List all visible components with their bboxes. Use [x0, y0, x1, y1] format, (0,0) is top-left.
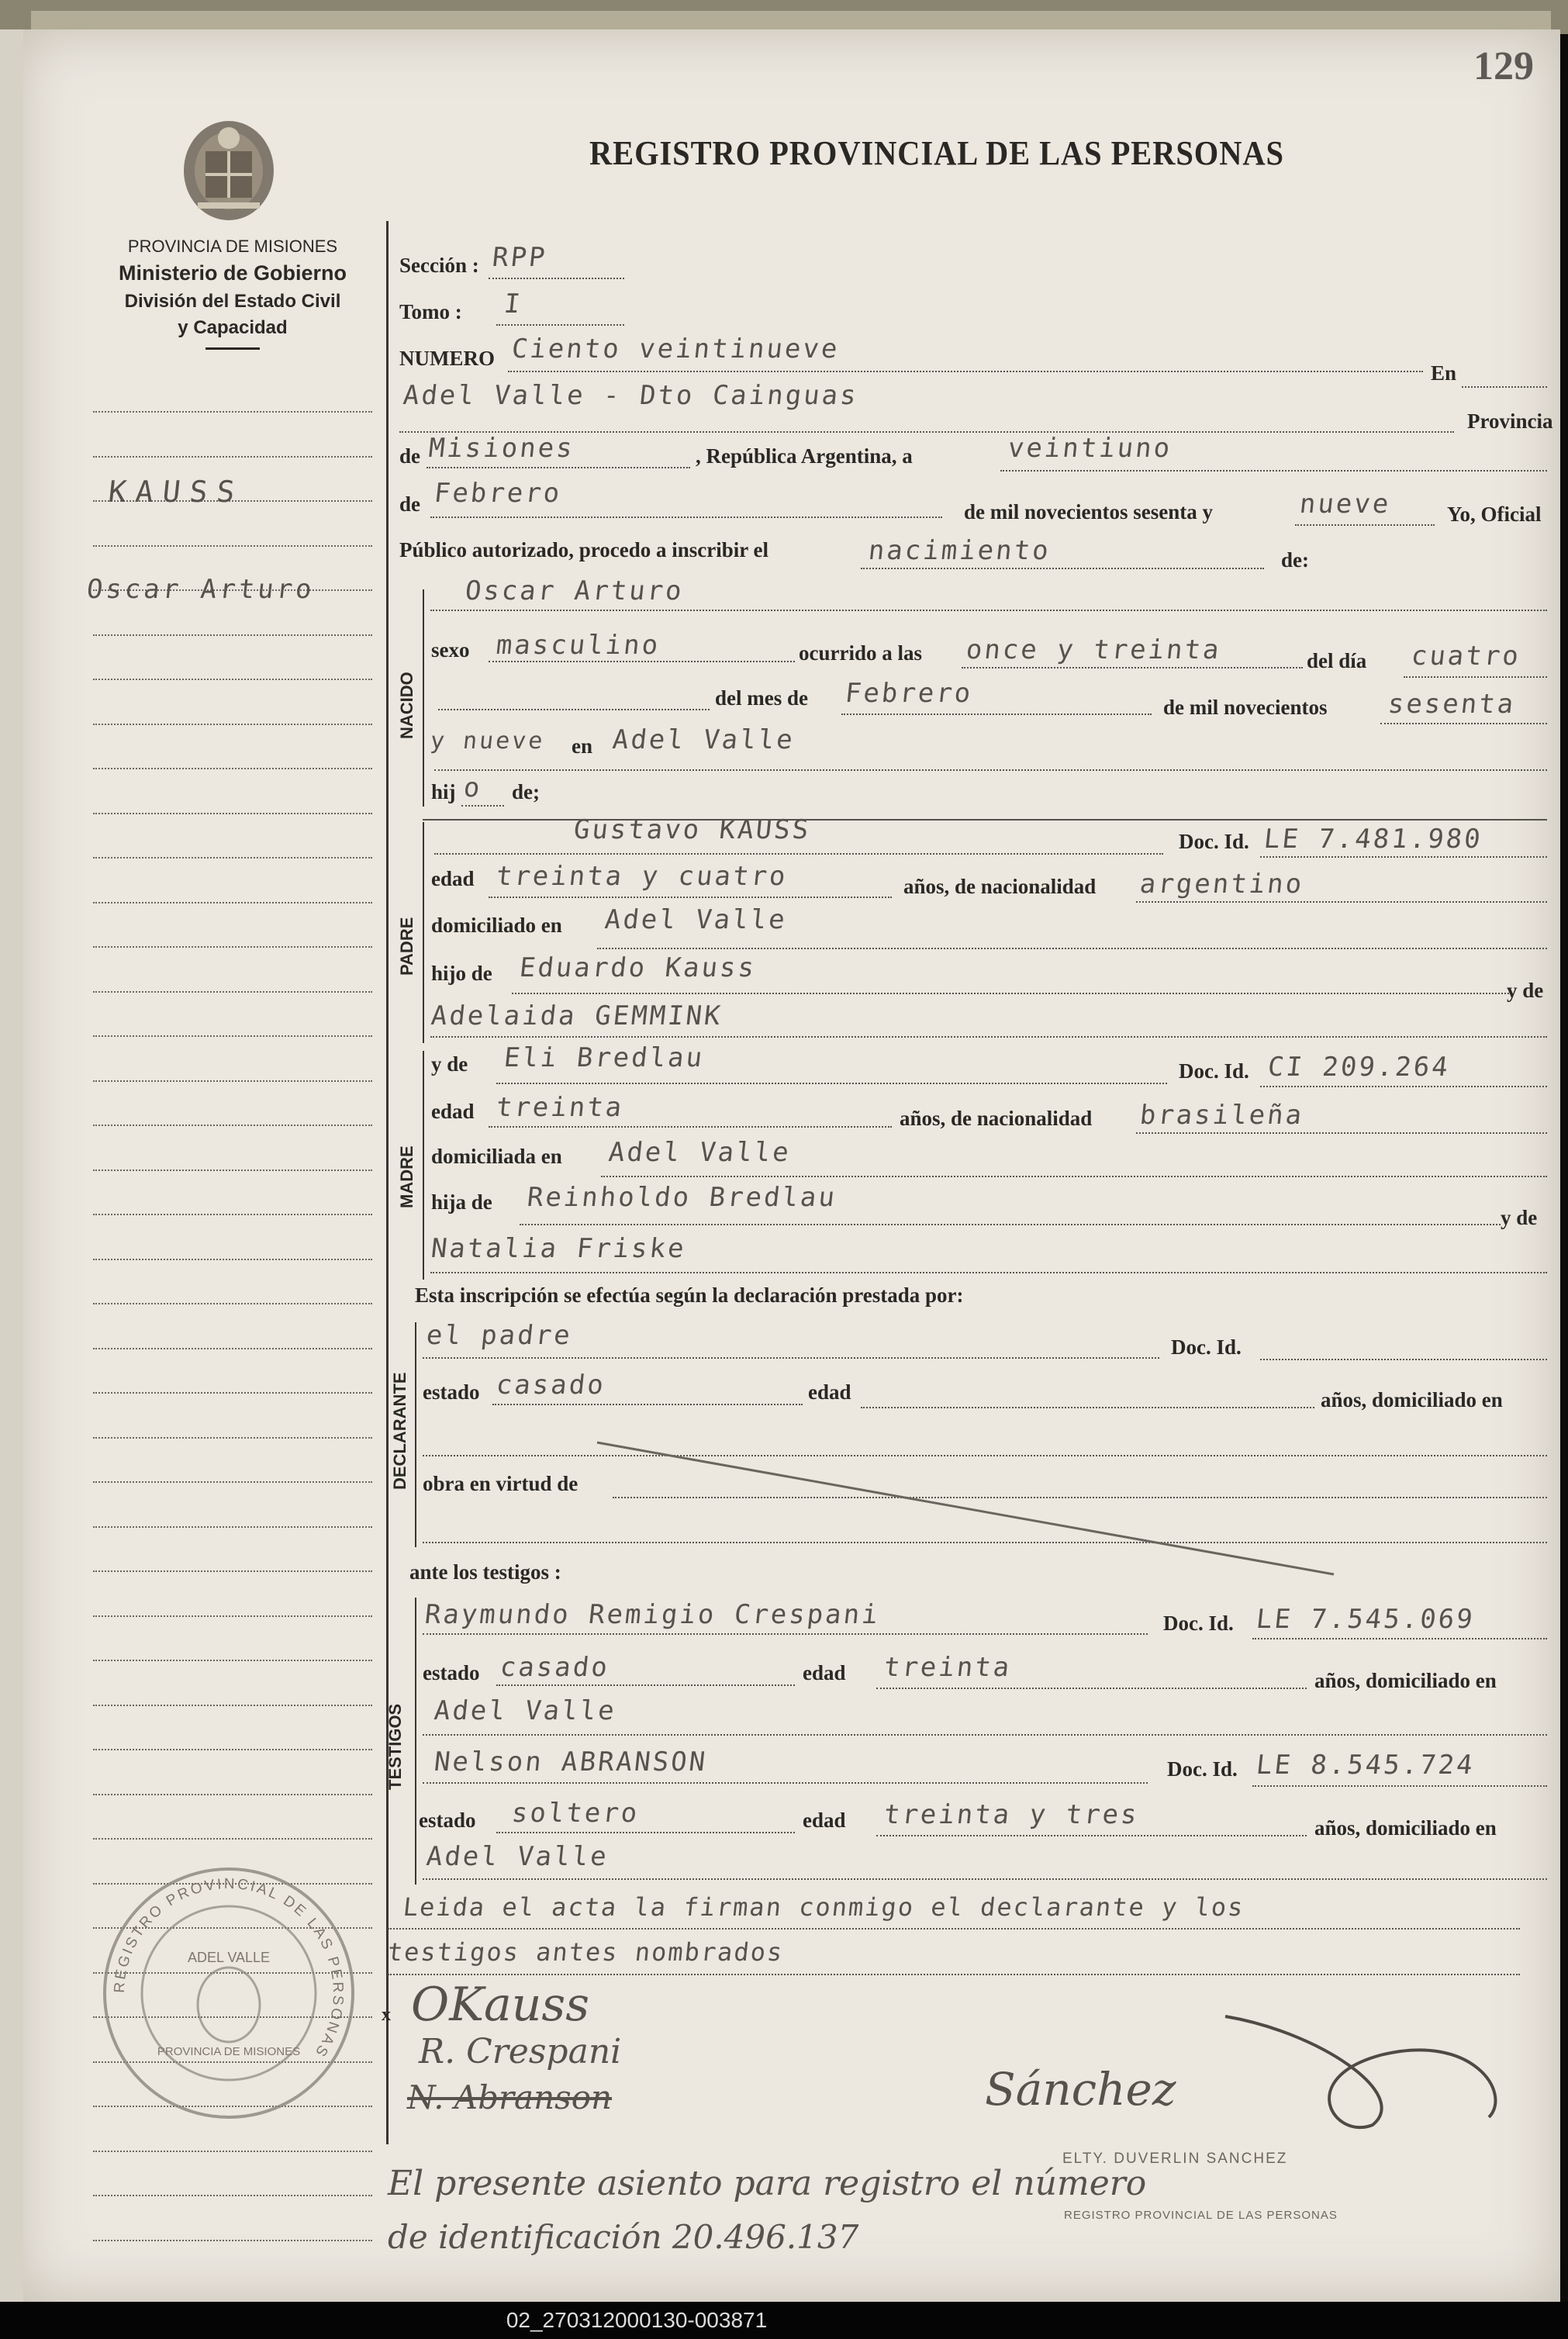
numero-value: Ciento veintinueve [509, 333, 841, 364]
republica-label: , República Argentina, a [696, 444, 913, 468]
tomo-label: Tomo : [399, 300, 462, 323]
margin-ruled-line [93, 857, 372, 859]
page-title: REGISTRO PROVINCIAL DE LAS PERSONAS [589, 134, 1284, 172]
declarante-name: el padre [424, 1320, 574, 1351]
testigo-2-estado-label: estado [419, 1809, 476, 1832]
testigo-1-edad-line [876, 1688, 1307, 1689]
seccion-label: Sección : [399, 254, 479, 277]
dia-value: cuatro [1409, 641, 1522, 672]
division-line-2: y Capacidad [178, 316, 288, 338]
year-value: nueve [1297, 489, 1393, 520]
day-value: veintiuno [1006, 433, 1174, 464]
ocurrido-label: ocurrido a las [799, 641, 922, 665]
margin-ruled-line [93, 1259, 372, 1260]
madre-nac-value: brasileña [1138, 1100, 1306, 1131]
mil-nov-label: de mil novecientos [1163, 696, 1328, 719]
section-label-testigos: TESTIGOS [385, 1703, 405, 1790]
section-label-madre: MADRE [397, 1145, 416, 1208]
en-lugar-label: en [572, 734, 592, 758]
madre-madre-value: Natalia Friske [429, 1233, 688, 1264]
footer-image-id: 02_270312000130-003871 [506, 2308, 768, 2332]
nacido-name: Oscar Arturo [463, 575, 686, 606]
day-line [1000, 470, 1547, 472]
margin-ruled-line [93, 1348, 372, 1349]
testigo-2-name: Nelson ABRANSON [432, 1746, 710, 1778]
margin-ruled-line [93, 1705, 372, 1706]
margin-ruled-line [93, 634, 372, 636]
dia-line [1404, 676, 1547, 678]
mes-value: Febrero [843, 678, 975, 709]
dia-label: del día [1307, 649, 1367, 672]
padre-padre-value: Eduardo Kauss [517, 952, 758, 983]
de2-label: de [399, 492, 420, 516]
madre-edad-value: treinta [494, 1092, 626, 1123]
officer-title: REGISTRO PROVINCIAL DE LAS PERSONAS [1064, 2209, 1338, 2222]
tomo-line [496, 324, 624, 326]
hijo-suffix: o [461, 772, 484, 803]
hora-value: once y treinta [964, 634, 1223, 665]
margin-ruled-line [93, 411, 372, 413]
closing-line-2: testigos antes nombrados [386, 1937, 786, 1967]
testigo-2-dom-label: años, domiciliado en [1314, 1816, 1497, 1840]
madre-yde-label: y de [431, 1052, 468, 1076]
year-line [1295, 524, 1435, 526]
testigo-1-edad: treinta [882, 1652, 1014, 1683]
padre-doc-line [1260, 856, 1547, 858]
margin-ruled-line [93, 991, 372, 993]
margin-ruled-line [93, 902, 372, 903]
madre-nac-label: años, de nacionalidad [900, 1107, 1093, 1130]
province-name: PROVINCIA DE MISIONES [127, 237, 338, 256]
acto-line [861, 568, 1264, 569]
signature-x-mark: x [382, 2005, 391, 2025]
issuing-authority [85, 234, 380, 350]
padre-padre-line [512, 993, 1512, 994]
signature-testigo-2: N. Abranson [407, 2078, 613, 2116]
padre-rule [423, 822, 424, 1043]
margin-ruled-line [93, 1570, 372, 1572]
padre-madre-line [430, 1036, 1547, 1038]
testigo-2-dom-line [423, 1878, 1547, 1880]
seccion-value: RPP [490, 242, 549, 273]
padre-name-line [434, 853, 1163, 855]
stamp-center-2: PROVINCIA DE MISIONES [157, 2045, 301, 2058]
officer-flourish [1179, 1985, 1543, 2140]
numero-line [508, 371, 1423, 372]
closing-rule-2 [388, 1974, 1520, 1975]
madre-nac-line [1136, 1132, 1547, 1134]
margin-ruled-line [93, 456, 372, 458]
testigo-1-doc-label: Doc. Id. [1163, 1612, 1234, 1635]
division-line-1: División del Estado Civil [124, 290, 341, 312]
testigo-1-doc-line [1252, 1638, 1547, 1639]
anio-line [1380, 723, 1547, 724]
de-label: de [399, 444, 420, 468]
madre-dom-value: Adel Valle [606, 1137, 793, 1168]
section-label-declarante: DECLARANTE [390, 1372, 409, 1490]
margin-ruled-line [93, 1526, 372, 1528]
hijo-de-label: de; [512, 780, 540, 803]
nacido-rule [423, 589, 424, 807]
section-label-padre: PADRE [397, 917, 416, 976]
madre-dom-label: domiciliada en [431, 1145, 562, 1168]
margin-ruled-line [93, 1437, 372, 1439]
margin-ruled-line [93, 1303, 372, 1304]
madre-name: Eli Bredlau [502, 1042, 706, 1073]
yo-oficial-label: Yo, Oficial [1447, 503, 1542, 526]
padre-nac-line [1136, 901, 1547, 903]
margin-given-names: Oscar Arturo [85, 574, 316, 605]
place-value: Adel Valle - Dto Cainguas [401, 380, 860, 411]
declarante-edad-line [861, 1407, 1314, 1408]
mes-line [841, 713, 1152, 715]
margin-ruled-line [93, 2195, 372, 2196]
signature-officer: Sánchez [985, 2063, 1176, 2116]
stamp-center-1: ADEL VALLE [187, 1950, 271, 1965]
ministry-name: Ministerio de Gobierno [118, 261, 347, 285]
margin-ruled-line [93, 1481, 372, 1483]
nacido-name-line [430, 610, 1547, 611]
de3-label: de: [1281, 548, 1309, 572]
padre-name: Gustavo KAUSS [572, 814, 813, 845]
testigo-2-edad-line [876, 1835, 1307, 1836]
madre-padre-value: Reinholdo Bredlau [525, 1182, 839, 1213]
declarante-name-line [423, 1357, 1159, 1359]
header-rule [205, 347, 260, 350]
provincia-value: Misiones [427, 433, 576, 464]
mil-label: de mil novecientos sesenta y [964, 500, 1213, 523]
testigo-2-estado: soltero [509, 1798, 641, 1829]
closing-note-1: El presente asiento para registro el número [388, 2164, 1147, 2203]
lugar-line [434, 769, 1547, 771]
margin-ruled-line [93, 1794, 372, 1795]
closing-rule-1 [388, 1928, 1520, 1930]
anio-value-2: y nueve [429, 727, 547, 755]
testigo-1-name-line [423, 1633, 1148, 1635]
testigo-1-edad-label: edad [803, 1661, 846, 1684]
madre-edad-line [489, 1126, 892, 1128]
testigo-2-edad: treinta y tres [882, 1799, 1141, 1830]
section-label-nacido: NACIDO [397, 672, 416, 739]
testigo-2-estado-line [496, 1832, 795, 1833]
testigo-1-dom-line [423, 1734, 1547, 1736]
padre-edad-line [489, 897, 892, 898]
sexo-value: masculino [494, 630, 662, 661]
madre-padre-line [520, 1224, 1501, 1225]
testigo-2-dom: Adel Valle [424, 1841, 610, 1872]
declarante-doc-line [1260, 1359, 1547, 1360]
sexo-label: sexo [431, 638, 470, 662]
testigo-1-dom: Adel Valle [432, 1695, 618, 1726]
testigo-1-estado: casado [498, 1652, 611, 1683]
footer-bar [0, 2302, 1568, 2339]
declarante-dom-label: años, domiciliado en [1321, 1388, 1503, 1411]
lugar-value: Adel Valle [610, 724, 796, 755]
mes-label: del mes de [715, 686, 808, 710]
testigo-2-doc-line [1252, 1785, 1547, 1787]
margin-ruled-line [93, 1838, 372, 1840]
declarante-estado-value: casado [494, 1370, 607, 1401]
closing-line-1: Leida el acta la firman conmigo el declarante y los [402, 1892, 1246, 1922]
madre-doc-value: CI 209.264 [1266, 1052, 1452, 1083]
seccion-line [489, 278, 624, 279]
testigo-1-estado-line [496, 1684, 795, 1686]
declarante-estado-label: estado [423, 1380, 480, 1404]
margin-ruled-line [93, 946, 372, 948]
provincia-line [427, 467, 690, 468]
stamp-ring-text: REGISTRO PROVINCIAL DE LAS PERSONAS [111, 1875, 347, 2061]
padre-edad-value: treinta y cuatro [494, 861, 789, 892]
en-line [1462, 386, 1547, 388]
provincia-label: Provincia [1467, 409, 1553, 433]
padre-dom-line [597, 948, 1547, 949]
madre-hija-label: hija de [431, 1190, 492, 1214]
testigo-1-estado-label: estado [423, 1661, 480, 1684]
obra-label: obra en virtud de [423, 1472, 579, 1495]
margin-ruled-line [93, 1170, 372, 1171]
declarante-estado-line [492, 1404, 803, 1405]
strike-line [589, 1435, 1349, 1582]
declarante-edad-label: edad [808, 1380, 851, 1404]
declarante-intro: Esta inscripción se efectúa según la declaración prestada por: [415, 1284, 964, 1307]
margin-ruled-line [93, 813, 372, 814]
month-value: Febrero [432, 478, 564, 509]
margin-ruled-line [93, 679, 372, 680]
sexo-line [489, 661, 795, 662]
declarante-rule [415, 1322, 416, 1547]
book-top-edge-inner [31, 11, 1551, 31]
numero-label: NUMERO [399, 347, 495, 370]
testigo-2-edad-label: edad [803, 1809, 846, 1832]
official-seal-stamp [93, 1857, 364, 2129]
padre-dom-value: Adel Valle [603, 904, 789, 935]
margin-ruled-line [93, 2151, 372, 2152]
madre-doc-line [1260, 1086, 1547, 1087]
month-line [430, 517, 942, 518]
madre-edad-label: edad [431, 1100, 475, 1123]
testigo-1-name: Raymundo Remigio Crespani [423, 1599, 882, 1630]
padre-edad-label: edad [431, 867, 475, 890]
padre-doc-label: Doc. Id. [1179, 830, 1249, 853]
madre-dom-line [601, 1176, 1547, 1177]
acto-value: nacimiento [866, 535, 1052, 566]
margin-ruled-line [93, 724, 372, 725]
testigos-intro: ante los testigos : [409, 1560, 561, 1584]
madre-madre-line [430, 1272, 1547, 1273]
madre-yde2-label: y de [1501, 1206, 1538, 1229]
margin-ruled-line [93, 1615, 372, 1617]
margin-ruled-line [93, 1080, 372, 1082]
testigo-2-doc: LE 8.545.724 [1254, 1750, 1476, 1781]
testigo-2-name-line [423, 1782, 1148, 1784]
testigos-rule [415, 1598, 416, 1885]
margin-surname: KAUSS [106, 475, 246, 509]
main-vertical-rule [386, 221, 389, 2144]
margin-ruled-line [93, 545, 372, 547]
margin-ruled-line [93, 768, 372, 769]
testigo-2-doc-label: Doc. Id. [1167, 1757, 1238, 1781]
pre-mes-line [438, 709, 710, 710]
padre-hijo-label: hijo de [431, 962, 492, 985]
hijo-line [461, 805, 504, 807]
testigo-1-dom-label: años, domiciliado en [1314, 1669, 1497, 1692]
declarante-doc-label: Doc. Id. [1171, 1335, 1242, 1359]
padre-madre-value: Adelaida GEMMINK [429, 1000, 724, 1031]
hora-line [962, 667, 1303, 669]
anio-value: sesenta [1386, 689, 1518, 720]
publico-label: Público autorizado, procedo a inscribir el [399, 538, 768, 561]
hijo-label: hij [431, 780, 456, 803]
padre-dom-label: domiciliado en [431, 914, 562, 937]
madre-rule [423, 1051, 424, 1280]
margin-ruled-line [93, 1035, 372, 1037]
page-number: 129 [1473, 44, 1534, 88]
closing-note-2: de identificación 20.496.137 [388, 2218, 859, 2256]
signature-declarante: OKauss [411, 1978, 590, 2032]
madre-name-line [496, 1083, 1167, 1084]
margin-ruled-line [93, 2240, 372, 2241]
tomo-value: I [502, 288, 524, 320]
margin-ruled-line [93, 1125, 372, 1126]
book-left-edge [0, 29, 23, 2302]
coat-of-arms-icon [178, 116, 279, 225]
margin-ruled-line [93, 1749, 372, 1750]
padre-doc-value: LE 7.481.980 [1262, 824, 1484, 855]
testigo-1-doc: LE 7.545.069 [1254, 1604, 1476, 1635]
padre-nac-value: argentino [1138, 869, 1306, 900]
margin-ruled-line [93, 1660, 372, 1661]
officer-name: ELTY. DUVERLIN SANCHEZ [1062, 2151, 1288, 2167]
margin-ruled-line [93, 1392, 372, 1394]
margin-ruled-line [93, 1214, 372, 1215]
signature-testigo-1: R. Crespani [419, 2032, 622, 2071]
padre-yde-label: y de [1507, 979, 1544, 1002]
madre-doc-label: Doc. Id. [1179, 1059, 1249, 1083]
en-label: En [1431, 361, 1457, 385]
padre-nac-label: años, de nacionalidad [903, 875, 1097, 898]
